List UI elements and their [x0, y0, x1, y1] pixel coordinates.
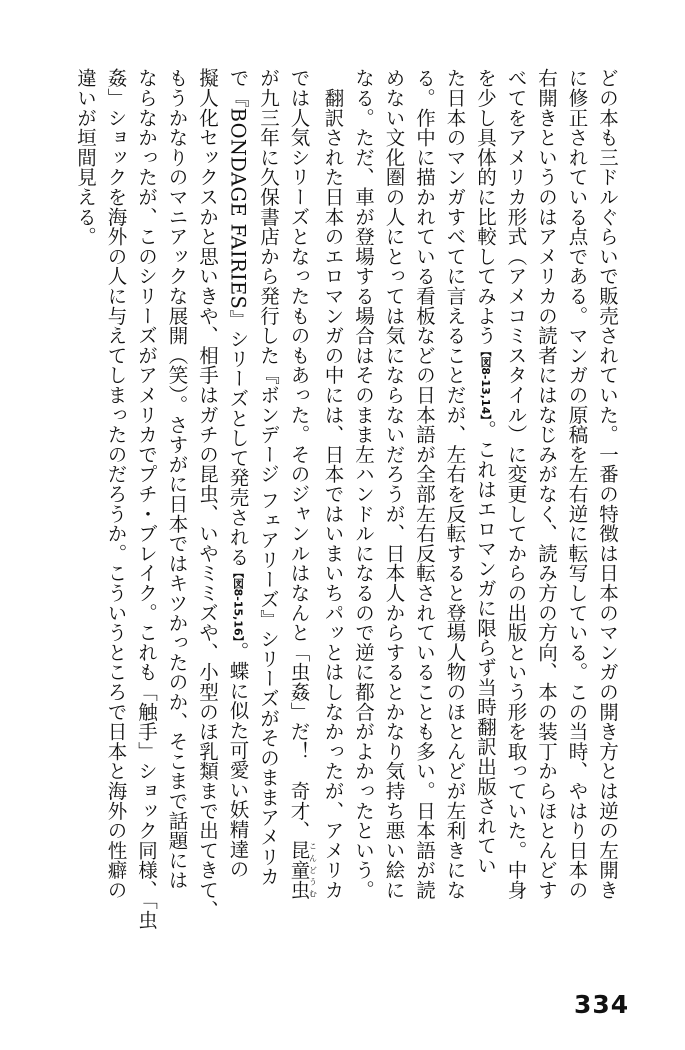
text-column: なる。ただ、車が登場する場合はそのまま左ハンドルになるので逆に都合がよかったという。 [352, 68, 375, 900]
author-name-ruby [287, 840, 318, 900]
figure-reference: 【図8-15,16】 [231, 566, 245, 642]
text-segment: で『BONDAGE FAIRIES』シリーズとして発売される [226, 68, 250, 567]
text-column: 擬人化セックスかと思いきや、相手はガチの昆虫、いやミミズや、小型のほ乳類まで出てきて、 [196, 68, 219, 920]
author-name-reading: こんどうむ [308, 840, 318, 900]
vertical-body-text [70, 68, 623, 930]
text-column: に修正されている点である。マンガの原稿を左右逆に転写している。この当時、やはり日本の [565, 68, 589, 900]
text-column: が九三年に久保書店から発行した『ボンデージ フェアリーズ』シリーズがそのままアメリカ [257, 68, 280, 887]
text-column: 姦」ショックを海外の人に与えてしまったのだろうか。こういうところで日本と海外の性癖の [104, 68, 128, 900]
text-column [470, 68, 501, 888]
text-column: べてをアメリカ形式（アメコミスタイル）に変更してからの出版という形を取っていた。中身 [504, 68, 528, 900]
text-column [283, 68, 318, 900]
text-segment: では人気シリーズとなったものもあった。そのジャンルはなんと「虫姦」だ！ 奇才、 [287, 68, 311, 841]
text-segment: 。蝶に似た可愛い妖精達の [226, 641, 250, 879]
text-column [222, 68, 253, 888]
text-segment: 。これはエロマンガに限らず当時翻訳出版されてい [474, 419, 497, 876]
figure-reference: 【図8-13,14】 [479, 345, 492, 420]
text-column: 右開きというのはアメリカの読者にはなじみがなく、読み方の方向、本の装丁からほとんどす [535, 68, 558, 900]
text-column: た日本のマンガすべてに言えることだが、左右を反転すると登場人物のほとんどが左利きにな [443, 68, 467, 900]
text-column: る。作中に描かれている看板などの日本語が全部左右反転されていることも多い。日本語が読 [413, 68, 436, 900]
text-column: 違いが垣間見える。 [74, 68, 97, 247]
author-name: 昆童虫 [287, 840, 311, 900]
text-column: 翻訳された日本のエロマンガの中には、日本ではいまいちパッとはしなかったが、アメリカ [321, 68, 345, 900]
text-column: もうかなりのマニアックな展開（笑）。さすがに日本ではキツかったのか、そこまで話題には [165, 68, 189, 890]
text-column: どの本も三ドルぐらいで販売されていた。一番の特徴は日本のマンガの開き方とは逆の左開き [596, 68, 619, 900]
text-column: ならなかったが、このシリーズがアメリカでプチ・ブレイク。これも「触手」ショック同様、「虫 [135, 68, 158, 930]
page-number: 334 [574, 990, 630, 1019]
text-column: めない文化圏の人にとっては気にならないだろうが、日本人からするとかなり気持ち悪い絵に [382, 68, 406, 900]
text-segment: を少し具体的に比較してみよう [474, 68, 497, 346]
